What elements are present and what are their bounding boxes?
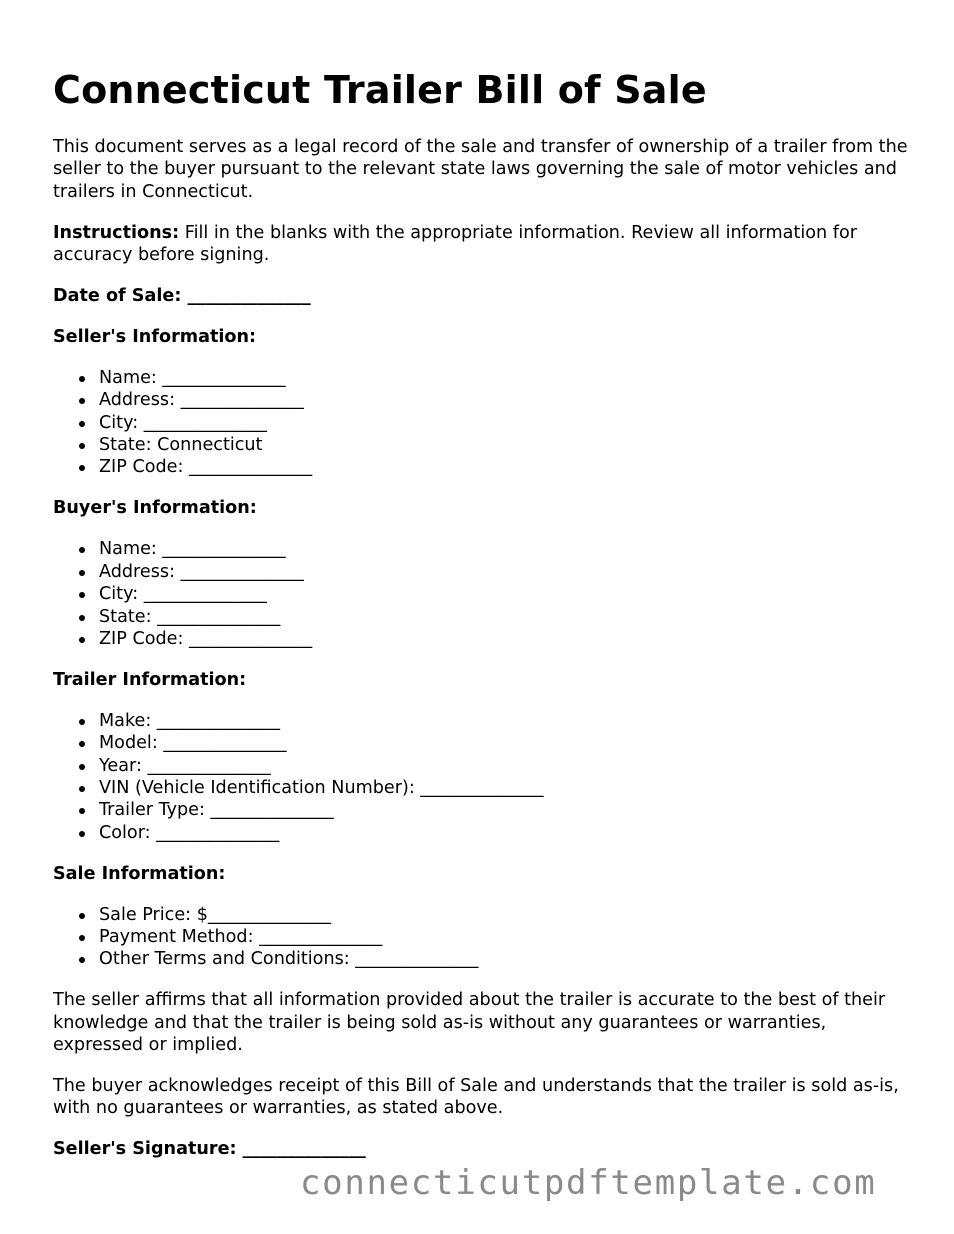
bullet-icon (79, 443, 85, 449)
seller-affirmation-paragraph: The seller affirms that all information provided about the trailer is accurate to the best of their knowledge and that the trailer is being sold as-is without any guarantees or warranties, expressed or implied. (53, 990, 886, 1056)
bullet-icon (79, 465, 85, 471)
date-of-sale-field: Date of Sale: ______________ (53, 286, 311, 307)
bullet-icon (79, 421, 85, 427)
list-item (99, 606, 913, 628)
list-item (99, 948, 913, 970)
bullet-icon (79, 719, 85, 725)
site-watermark: connecticutpdftemplate.com (300, 1163, 877, 1203)
list-item (99, 561, 913, 583)
list-item (99, 538, 913, 560)
buyer-address-field: Address: ______________ (99, 561, 304, 582)
instructions-paragraph (53, 222, 913, 267)
bullet-icon (79, 957, 85, 963)
list-item (99, 710, 913, 732)
list-item (99, 732, 913, 754)
seller-state-field: State: Connecticut (99, 435, 263, 456)
document-title: Connecticut Trailer Bill of Sale (53, 68, 707, 112)
trailer-info-heading: Trailer Information: (53, 669, 247, 690)
bullet-icon (79, 741, 85, 747)
list-item (99, 777, 913, 799)
list-item (99, 412, 913, 434)
bullet-icon (79, 376, 85, 382)
seller-zip-field: ZIP Code: ______________ (99, 457, 313, 478)
list-item (99, 583, 913, 605)
list-item (99, 904, 913, 926)
trailer-model-field: Model: ______________ (99, 733, 287, 754)
sale-price-field: Sale Price: $______________ (99, 904, 332, 925)
bullet-icon (79, 935, 85, 941)
bullet-icon (79, 615, 85, 621)
seller-city-field: City: ______________ (99, 412, 267, 433)
bullet-icon (79, 570, 85, 576)
seller-name-field: Name: ______________ (99, 367, 286, 388)
buyer-info-heading: Buyer's Information: (53, 498, 257, 519)
bullet-icon (79, 592, 85, 598)
sale-info-list (53, 904, 913, 971)
trailer-color-field: Color: ______________ (99, 822, 280, 843)
list-item (99, 822, 913, 844)
bullet-icon (79, 831, 85, 837)
instructions-text: Fill in the blanks with the appropriate information. Review all information for accuracy before signing. (53, 222, 857, 266)
list-item (99, 434, 913, 456)
list-item (99, 926, 913, 948)
buyer-acknowledgement-paragraph: The buyer acknowledges receipt of this Bill of Sale and understands that the trailer is sold as-is, with no guarantees or warranties, as stated above. (53, 1076, 899, 1119)
trailer-year-field: Year: ______________ (99, 755, 271, 776)
list-item (99, 755, 913, 777)
document-page (53, 66, 913, 1179)
seller-signature-field: Seller's Signature: ______________ (53, 1139, 366, 1160)
bullet-icon (79, 398, 85, 404)
bullet-icon (79, 764, 85, 770)
seller-address-field: Address: ______________ (99, 390, 304, 411)
seller-info-heading: Seller's Information: (53, 326, 257, 347)
list-item (99, 456, 913, 478)
buyer-name-field: Name: ______________ (99, 539, 286, 560)
bullet-icon (79, 786, 85, 792)
instructions-label: Instructions: (53, 222, 180, 243)
bullet-icon (79, 547, 85, 553)
trailer-make-field: Make: ______________ (99, 710, 281, 731)
seller-info-list (53, 367, 913, 479)
trailer-type-field: Trailer Type: ______________ (99, 800, 334, 821)
buyer-state-field: State: ______________ (99, 606, 281, 627)
buyer-info-list (53, 538, 913, 650)
list-item (99, 389, 913, 411)
other-terms-field: Other Terms and Conditions: ______________ (99, 949, 479, 970)
list-item (99, 799, 913, 821)
trailer-vin-field: VIN (Vehicle Identification Number): ______________ (99, 777, 544, 798)
bullet-icon (79, 637, 85, 643)
sale-info-heading: Sale Information: (53, 863, 226, 884)
intro-paragraph: This document serves as a legal record of the sale and transfer of ownership of a trailer from the seller to the buyer pursuant to the relevant state laws governing the sale of motor vehicles and trailers in Connecticut. (53, 137, 908, 202)
list-item (99, 367, 913, 389)
trailer-info-list (53, 710, 913, 844)
list-item (99, 628, 913, 650)
bullet-icon (79, 913, 85, 919)
bullet-icon (79, 808, 85, 814)
payment-method-field: Payment Method: ______________ (99, 926, 383, 947)
buyer-zip-field: ZIP Code: ______________ (99, 628, 313, 649)
buyer-city-field: City: ______________ (99, 584, 267, 605)
